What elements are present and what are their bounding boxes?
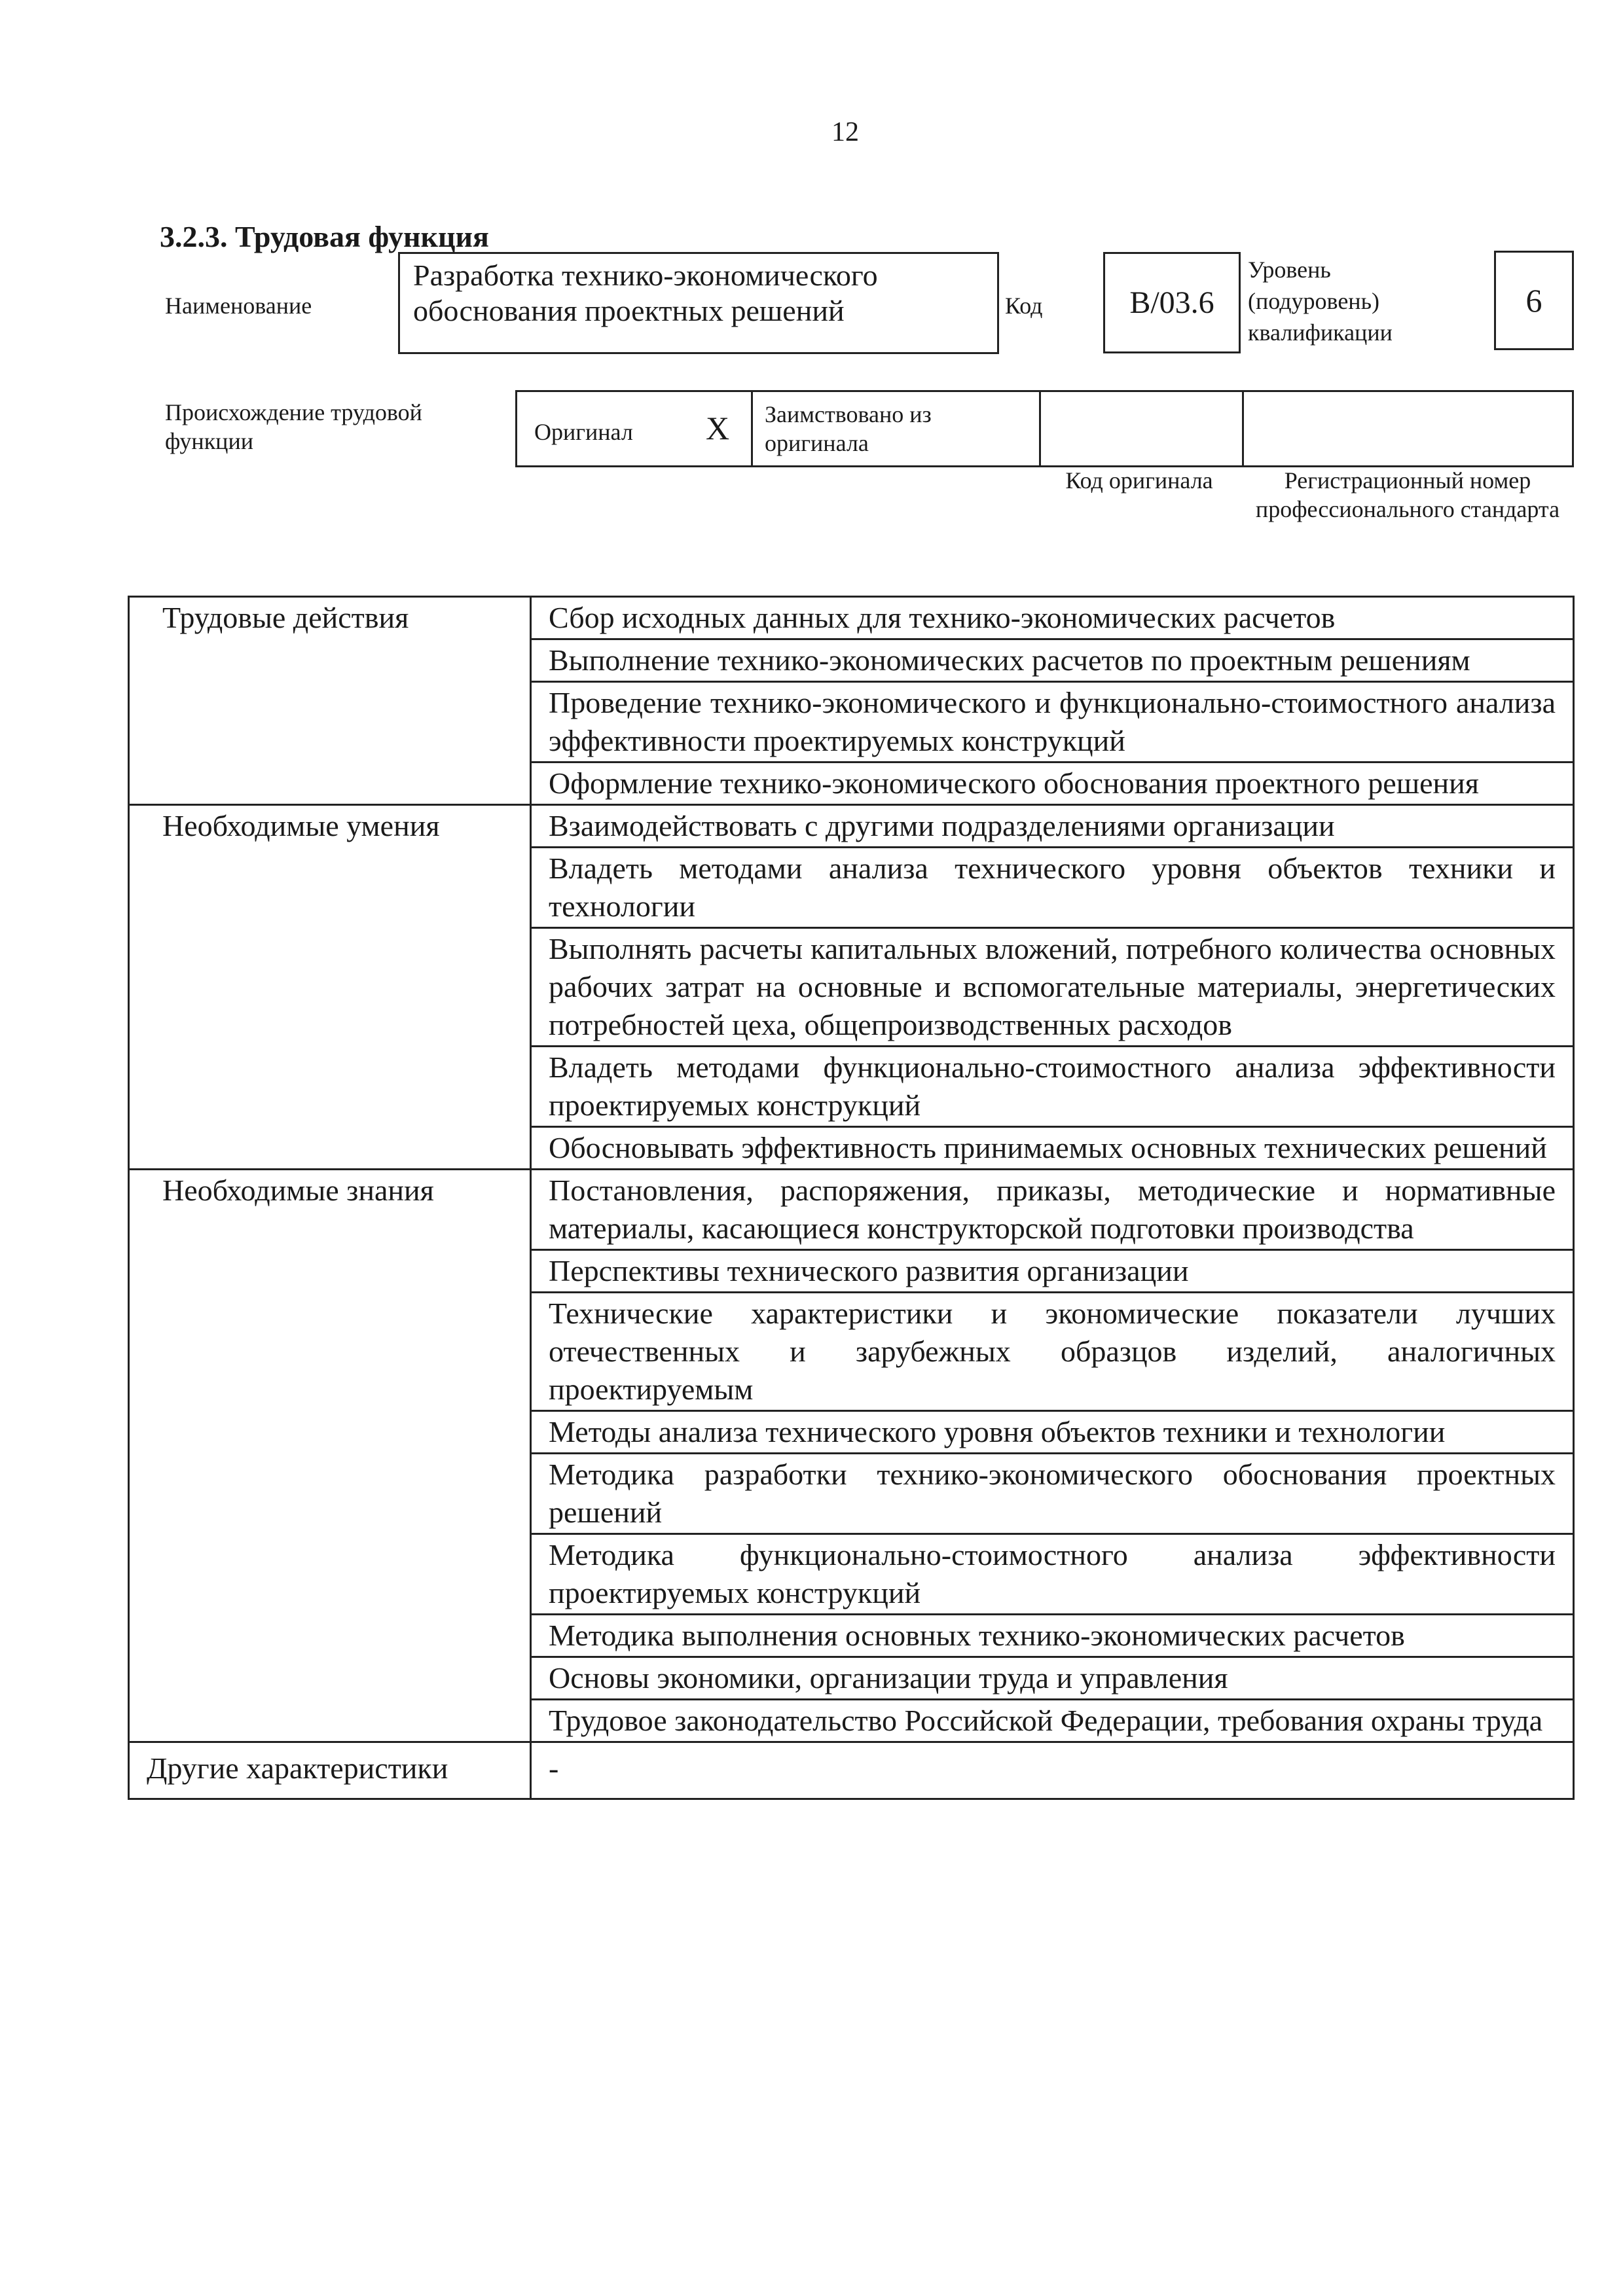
function-name-value: Разработка технико-экономического обоснования проектных решений [413,259,878,327]
list-item: Постановления, распоряжения, приказы, методические и нормативные материалы, касающиеся конструкторской подготовки производства [531,1170,1574,1250]
list-item: Проведение технико-экономического и функционально-стоимостного анализа эффективности проектируемых конструкций [531,682,1574,762]
reg-number-caption: Регистрационный номер профессионального стандарта [1255,467,1560,522]
list-item: Взаимодействовать с другими подразделениями организации [531,805,1574,848]
list-item: Выполнение технико-экономических расчетов по проектным решениям [531,639,1574,682]
code-original-caption: Код оригинала [1065,467,1213,493]
other-value: - [531,1742,1574,1799]
level-value: 6 [1525,282,1542,319]
origin-row [515,390,1574,467]
table-row [129,805,1574,848]
list-item: Методика разработки технико-экономического обоснования проектных решений [531,1454,1574,1534]
list-item: Трудовое законодательство Российской Федерации, требования охраны труда [531,1700,1574,1742]
code-original-cell [1041,392,1244,465]
list-item: Методы анализа технического уровня объектов техники и технологии [531,1411,1574,1454]
skills-label: Необходимые умения [129,805,531,1170]
list-item: Технические характеристики и экономические показатели лучших отечественных и зарубежных образцов изделий, аналогичных проектируемым [531,1293,1574,1411]
table-row [129,1170,1574,1250]
reg-number-cell [1244,392,1572,465]
list-item: Обосновывать эффективность принимаемых основных технических решений [531,1127,1574,1170]
section-title: 3.2.3. Трудовая функция [160,220,489,253]
list-item: Методика функционально-стоимостного анализа эффективности проектируемых конструкций [531,1534,1574,1615]
table-row [129,1742,1574,1799]
borrowed-cell [753,392,1041,465]
list-item: Основы экономики, организации труда и управления [531,1657,1574,1700]
level-box [1494,251,1574,350]
table-row [129,597,1574,639]
other-label: Другие характеристики [129,1742,531,1799]
original-cell [517,392,753,465]
code-value: B/03.6 [1129,285,1214,320]
origin-label: Происхождение трудовой функции [165,399,422,454]
list-item: Оформление технико-экономического обоснования проектного решения [531,762,1574,805]
list-item: Владеть методами анализа технического уровня объектов техники и технологии [531,848,1574,928]
labor-function-table [128,596,1575,1800]
list-item: Методика выполнения основных технико-экономических расчетов [531,1615,1574,1657]
original-label: Оригинал [534,419,633,445]
code-label: Код [1005,293,1043,319]
function-name-box [398,252,999,354]
level-label: Уровень (подуровень) квалификации [1248,257,1393,346]
list-item: Владеть методами функционально-стоимостного анализа эффективности проектируемых конструкций [531,1047,1574,1127]
original-mark: X [706,410,730,446]
labor-actions-label: Трудовые действия [129,597,531,805]
list-item: Выполнять расчеты капитальных вложений, потребного количества основных рабочих затрат на основные и вспомогательные материалы, энергетических потребностей цеха, общепроизводственных расходов [531,928,1574,1047]
knowledge-label: Необходимые знания [129,1170,531,1742]
code-box [1103,252,1241,353]
borrowed-label: Заимствовано из оригинала [765,401,932,456]
list-item: Сбор исходных данных для технико-экономических расчетов [531,597,1574,639]
list-item: Перспективы технического развития организации [531,1250,1574,1293]
page-number: 12 [831,117,859,147]
name-label: Наименование [165,293,312,319]
